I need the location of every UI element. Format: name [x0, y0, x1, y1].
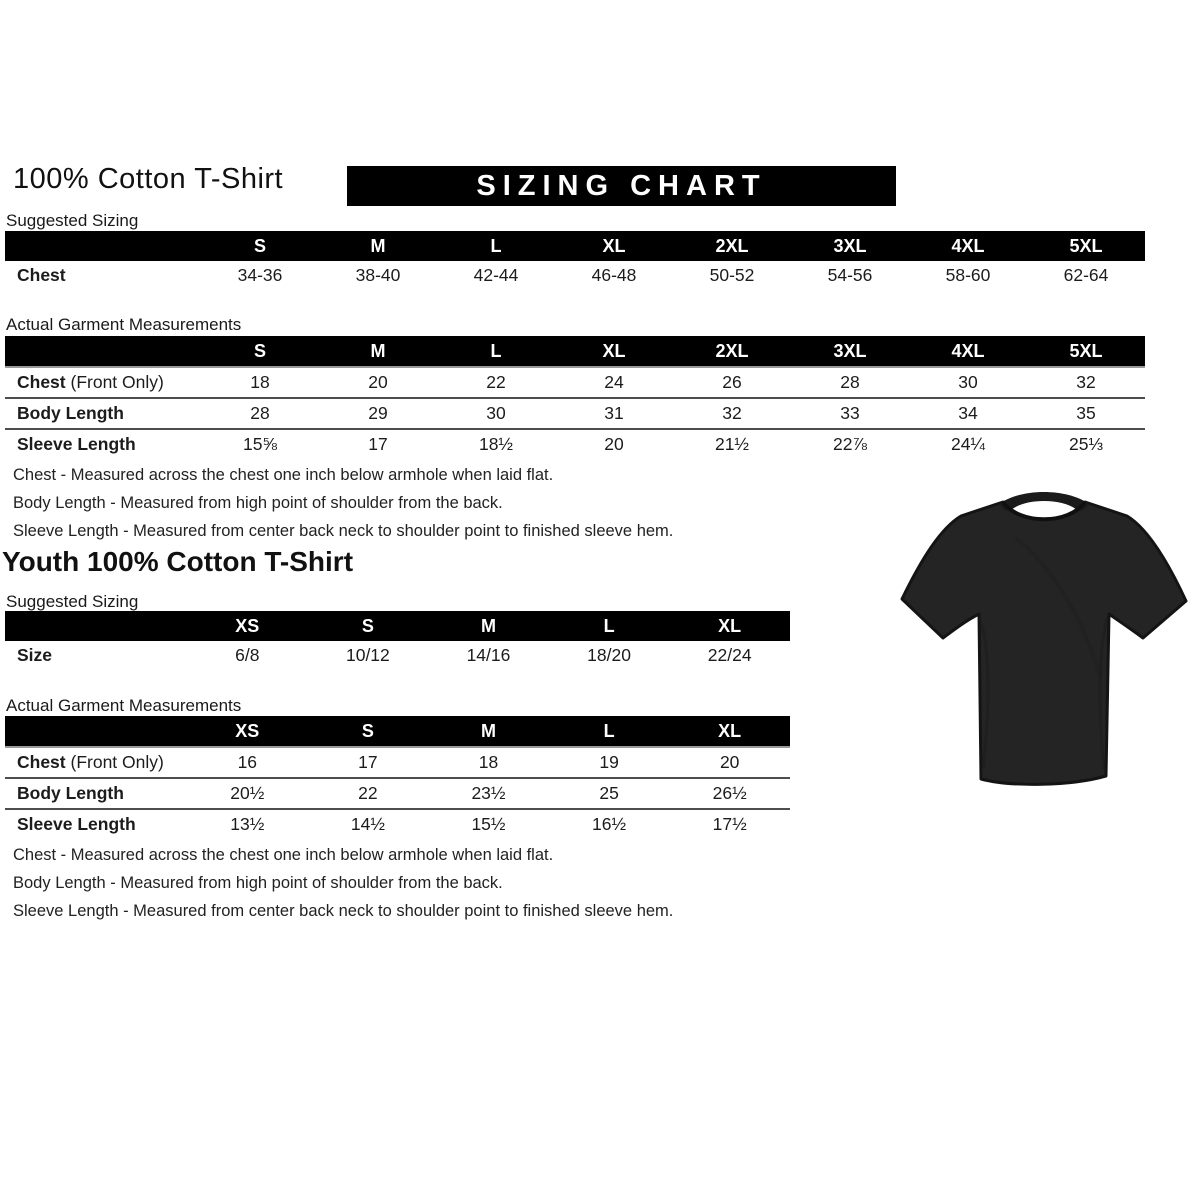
measurement-cell: 58-60 — [945, 265, 991, 285]
size-column-header: L — [437, 231, 555, 261]
size-header-row — [5, 611, 790, 641]
header-spacer-cell — [5, 716, 187, 747]
measurement-cell: 62-64 — [1063, 265, 1109, 285]
measurement-cell: 42-44 — [473, 265, 519, 285]
page-title: 100% Cotton T-Shirt — [13, 163, 284, 195]
measurement-cell: 29 — [319, 398, 437, 429]
table-row — [5, 809, 790, 839]
adult-actual-measurements-table — [5, 336, 1145, 459]
row-label: Size — [17, 645, 53, 665]
measurement-cell: 24¼ — [909, 429, 1027, 459]
measurement-cell: 24 — [604, 372, 624, 392]
youth-suggested-sizing-label: Suggested Sizing — [6, 592, 139, 611]
measurement-cell: 20½ — [187, 778, 308, 809]
measurement-cell: 26½ — [669, 778, 790, 809]
size-column-header: XS — [187, 611, 308, 641]
size-column-header: L — [437, 336, 555, 367]
size-column-header: 4XL — [909, 231, 1027, 261]
size-column-header: 5XL — [1027, 336, 1145, 367]
note-sleeve-length: Sleeve Length - Measured from center back neck to shoulder point to finished sleeve hem. — [13, 522, 674, 540]
measurement-cell: 30 — [437, 398, 555, 429]
size-column-header: S — [201, 231, 319, 261]
size-column-header: 2XL — [673, 336, 791, 367]
measurement-cell: 22⅞ — [791, 429, 909, 459]
measurement-cell: 30 — [958, 372, 978, 392]
measurement-cell: 20 — [368, 372, 388, 392]
measurement-cell: 16½ — [549, 809, 670, 839]
size-column-header: XL — [555, 231, 673, 261]
size-column-header: 2XL — [673, 231, 791, 261]
adult-actual-measurements-label: Actual Garment Measurements — [6, 315, 242, 334]
sizing-chart-banner: SIZING CHART — [347, 166, 896, 206]
measurement-cell: 35 — [1027, 398, 1145, 429]
table-row — [5, 641, 790, 670]
measurement-cell: 25⅓ — [1027, 429, 1145, 459]
measurement-cell: 10/12 — [345, 645, 390, 665]
measurement-cell: 46-48 — [591, 265, 637, 285]
note-body-length: Body Length - Measured from high point of shoulder from the back. — [13, 494, 503, 512]
size-header-row — [5, 336, 1145, 367]
measurement-cell: 26 — [722, 372, 742, 392]
row-label: Chest (Front Only) — [17, 372, 164, 392]
measurement-cell: 22/24 — [707, 645, 752, 665]
measurement-cell: 20 — [555, 429, 673, 459]
measurement-cell: 28 — [201, 398, 319, 429]
measurement-cell: 31 — [555, 398, 673, 429]
measurement-cell: 23½ — [428, 778, 549, 809]
measurement-cell: 18/20 — [587, 645, 631, 665]
size-column-header: L — [549, 716, 670, 747]
note-chest: Chest - Measured across the chest one inch below armhole when laid flat. — [13, 466, 554, 484]
size-column-header: XL — [555, 336, 673, 367]
adult-suggested-sizing-table — [5, 231, 1145, 290]
adult-measurement-notes — [13, 461, 673, 545]
measurement-cell: 17½ — [669, 809, 790, 839]
row-label: Chest (Front Only) — [17, 752, 164, 772]
youth-title: Youth 100% Cotton T-Shirt — [2, 546, 354, 577]
measurement-cell: 22 — [486, 372, 506, 392]
measurement-cell: 15⅝ — [201, 429, 319, 459]
youth-suggested-sizing-table — [5, 611, 790, 670]
size-column-header: M — [428, 611, 549, 641]
measurement-cell: 15½ — [428, 809, 549, 839]
measurement-cell: 33 — [791, 398, 909, 429]
header-spacer-cell — [5, 611, 187, 641]
table-row — [5, 429, 1145, 459]
measurement-cell: 14½ — [308, 809, 429, 839]
measurement-cell: 16 — [237, 752, 258, 772]
tshirt-graphic — [895, 478, 1193, 810]
size-column-header: 3XL — [791, 231, 909, 261]
measurement-cell: 18½ — [437, 429, 555, 459]
size-column-header: S — [201, 336, 319, 367]
header-spacer-cell — [5, 336, 201, 367]
size-column-header: M — [319, 336, 437, 367]
measurement-cell: 54-56 — [827, 265, 873, 285]
header-spacer-cell — [5, 231, 201, 261]
measurement-cell: 32 — [673, 398, 791, 429]
measurement-cell: 34 — [909, 398, 1027, 429]
measurement-cell: 21½ — [673, 429, 791, 459]
measurement-cell: 22 — [308, 778, 429, 809]
size-column-header: S — [308, 716, 429, 747]
row-label: Body Length — [5, 398, 201, 429]
youth-actual-measurements-label: Actual Garment Measurements — [6, 696, 242, 715]
note-chest: Chest - Measured across the chest one inch below armhole when laid flat. — [13, 846, 554, 864]
measurement-cell: 18 — [478, 752, 499, 772]
youth-measurement-notes — [13, 841, 673, 925]
size-column-header: XS — [187, 716, 308, 747]
youth-actual-measurements-table — [5, 716, 790, 839]
measurement-cell: 32 — [1076, 372, 1096, 392]
row-label: Sleeve Length — [5, 809, 187, 839]
adult-suggested-sizing-label: Suggested Sizing — [6, 211, 139, 230]
table-row — [5, 398, 1145, 429]
table-row — [5, 747, 790, 778]
size-header-row — [5, 716, 790, 747]
measurement-cell: 38-40 — [355, 265, 401, 285]
measurement-cell: 50-52 — [709, 265, 755, 285]
row-label: Sleeve Length — [5, 429, 201, 459]
size-header-row — [5, 231, 1145, 261]
size-column-header: M — [319, 231, 437, 261]
measurement-cell: 20 — [719, 752, 740, 772]
size-column-header: L — [549, 611, 670, 641]
size-column-header: 4XL — [909, 336, 1027, 367]
measurement-cell: 13½ — [187, 809, 308, 839]
note-sleeve-length: Sleeve Length - Measured from center back neck to shoulder point to finished sleeve hem. — [13, 902, 674, 920]
measurement-cell: 14/16 — [466, 645, 511, 665]
size-column-header: 3XL — [791, 336, 909, 367]
size-column-header: XL — [669, 716, 790, 747]
note-body-length: Body Length - Measured from high point of shoulder from the back. — [13, 874, 503, 892]
size-column-header: 5XL — [1027, 231, 1145, 261]
measurement-cell: 25 — [549, 778, 670, 809]
measurement-cell: 6/8 — [235, 645, 260, 665]
size-column-header: M — [428, 716, 549, 747]
size-column-header: S — [308, 611, 429, 641]
measurement-cell: 18 — [250, 372, 270, 392]
row-label: Body Length — [5, 778, 187, 809]
size-column-header: XL — [669, 611, 790, 641]
measurement-cell: 17 — [358, 752, 378, 772]
measurement-cell: 19 — [599, 752, 619, 772]
measurement-cell: 34-36 — [237, 265, 283, 285]
measurement-cell: 28 — [840, 372, 860, 392]
measurement-cell: 17 — [319, 429, 437, 459]
row-label: Chest — [17, 265, 66, 285]
table-row — [5, 778, 790, 809]
table-row — [5, 261, 1145, 290]
tshirt-image — [895, 478, 1193, 810]
table-row — [5, 367, 1145, 398]
